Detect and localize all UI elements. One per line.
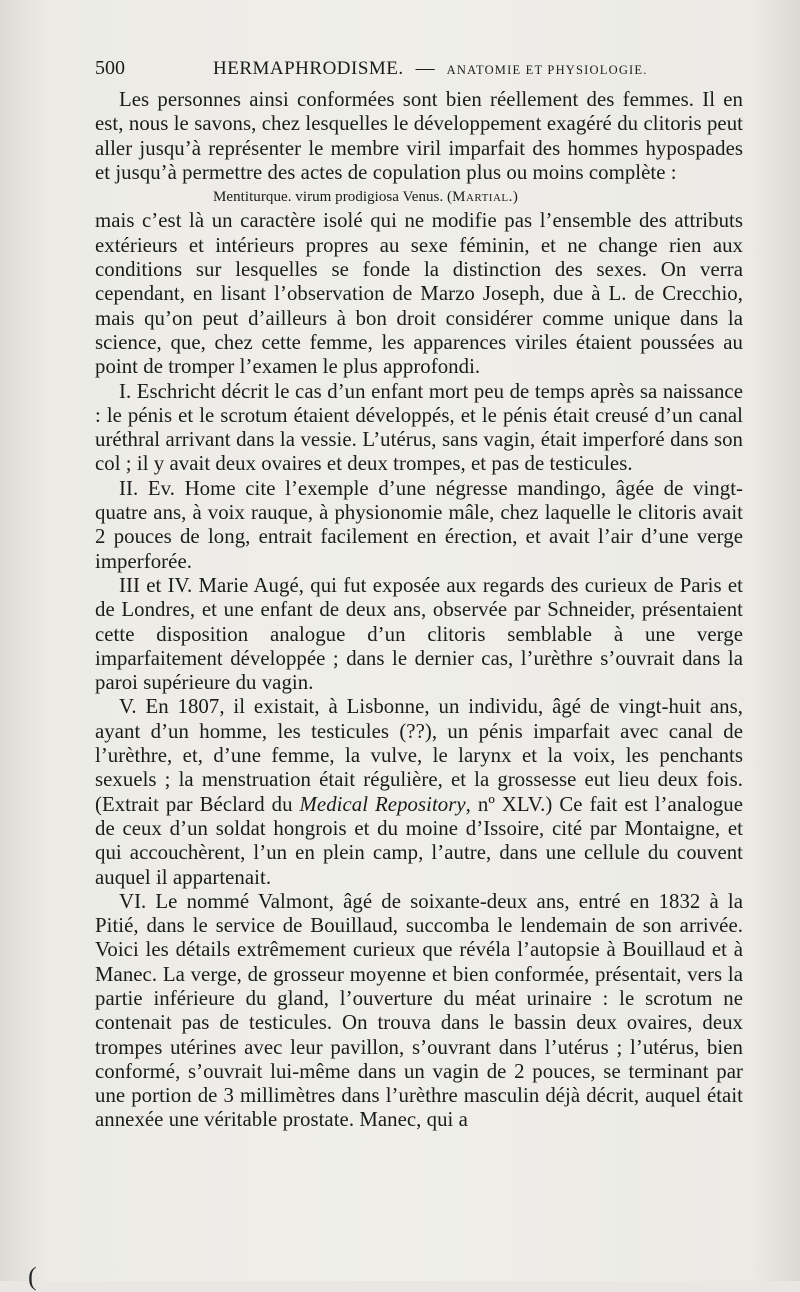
running-subtitle: ANATOMIE ET PHYSIOLOGIE. <box>446 63 648 77</box>
journal-title: Medical Repository <box>299 792 466 816</box>
running-separator: — <box>415 58 435 79</box>
paragraph-case-6: VI. Le nommé Valmont, âgé de soixante-deux ans, entré en 1832 à la Pitié, dans le service de Bouillaud, succomba le lendemain de son arrivée. Voici les détails extrêmement curieux que révéla l’autopsie à Bouillaud et à Manec. La verge, de grosseur moyenne et bien conformée, présentait, vers la partie inférieure du gland, l’ouverture du méat urinaire : le scrotum ne contenait pas de testicules. On trouva dans le bassin deux ovaires, deux trompes utérines avec leur pavillon, s’ouvrant dans l’utérus ; l’utérus, bien conformé, s’ouvrait lui-même dans un vagin de 2 pouces, se terminant par une portion de 3 millimètres dans l’urèthre masculin déjà décrit, auquel était annexée une véritable prostate. Manec, qui a <box>95 889 743 1132</box>
paragraph-intro: Les personnes ainsi conformées sont bien réellement des femmes. Il en est, nous le savons, chez lesquelles le développement exagéré du clitoris peut aller jusqu’à représenter le membre viril imparfait des hommes hypospades et jusqu’à permettre des actes de copulation plus ou moins complète : <box>95 88 743 184</box>
quote-text: Mentiturque. virum prodigiosa Venus. ( <box>213 189 453 206</box>
body-text <box>95 88 743 1133</box>
latin-quote <box>95 185 743 209</box>
case-5-text-a: V. En 1807, il existait, à Lisbonne, un individu, âgé de vingt-huit ans, ayant d’un homme, les testicules (??), un pénis imparfait avec canal de l’urèthre, et, d’une femme, la vulve, le larynx et la voix, les penchants sexuels ; la menstruation était régulière, et la grossesse eut lieu deux fois. (Extrait par Béclard du <box>95 695 743 816</box>
running-title: HERMAPHRODISME. <box>213 58 404 79</box>
margin-mark: ( <box>28 1262 37 1291</box>
paragraph-case-1: I. Eschricht décrit le cas d’un enfant mort peu de temps après sa naissance : le pénis et le scrotum étaient développés, et le pénis était creusé d’un canal uréthral arrivant dans la vessie. L’utérus, sans vagin, était imperforé dans son col ; il y avait deux ovaires et deux trompes, et pas de testicules. <box>95 379 743 476</box>
paragraph-case-5 <box>95 695 743 889</box>
page-number: 500 <box>95 57 125 79</box>
case-5-text-b: , nº XLV.) Ce fait est l’analogue de ceux d’un soldat hongrois et du moine d’Issoire, cité par Montaigne, et qui accouchèrent, l’un en plein camp, l’autre, dans une cellule du couvent auquel il appartenait. <box>95 792 743 889</box>
quote-close: ) <box>512 189 518 206</box>
running-header <box>95 57 745 81</box>
paragraph-continuation: mais c’est là un caractère isolé qui ne modifie pas l’ensemble des attributs extérieurs et intérieurs propres au sexe féminin, et ne change rien aux conditions sur lesquelles se fonde la distinction des sexes. On verra cependant, en lisant l’observation de Marzo Joseph, due à L. de Crecchio, mais qu’on peut d’ailleurs à bon droit considérer comme unique dans la science, que, chez cette femme, les apparences viriles étaient poussées au point de tromper l’examen le plus approfondi. <box>95 209 743 379</box>
paragraph-case-2: II. Ev. Home cite l’exemple d’une négresse mandingo, âgée de vingt-quatre ans, à voix rauque, à physionomie mâle, chez laquelle le clitoris avait 2 pouces de long, entrait facilement en érection, et avait l’air d’une verge imperforée. <box>95 476 743 573</box>
quote-author: Martial. <box>452 189 513 206</box>
paragraph-case-3-4: III et IV. Marie Augé, qui fut exposée aux regards des curieux de Paris et de Londres, et une enfant de deux ans, observée par Schneider, présentaient cette disposition analogue d’un clitoris semblable à une verge imparfaitement développée ; dans le dernier cas, l’urèthre s’ouvrait dans la paroi supérieure du vagin. <box>95 573 743 695</box>
